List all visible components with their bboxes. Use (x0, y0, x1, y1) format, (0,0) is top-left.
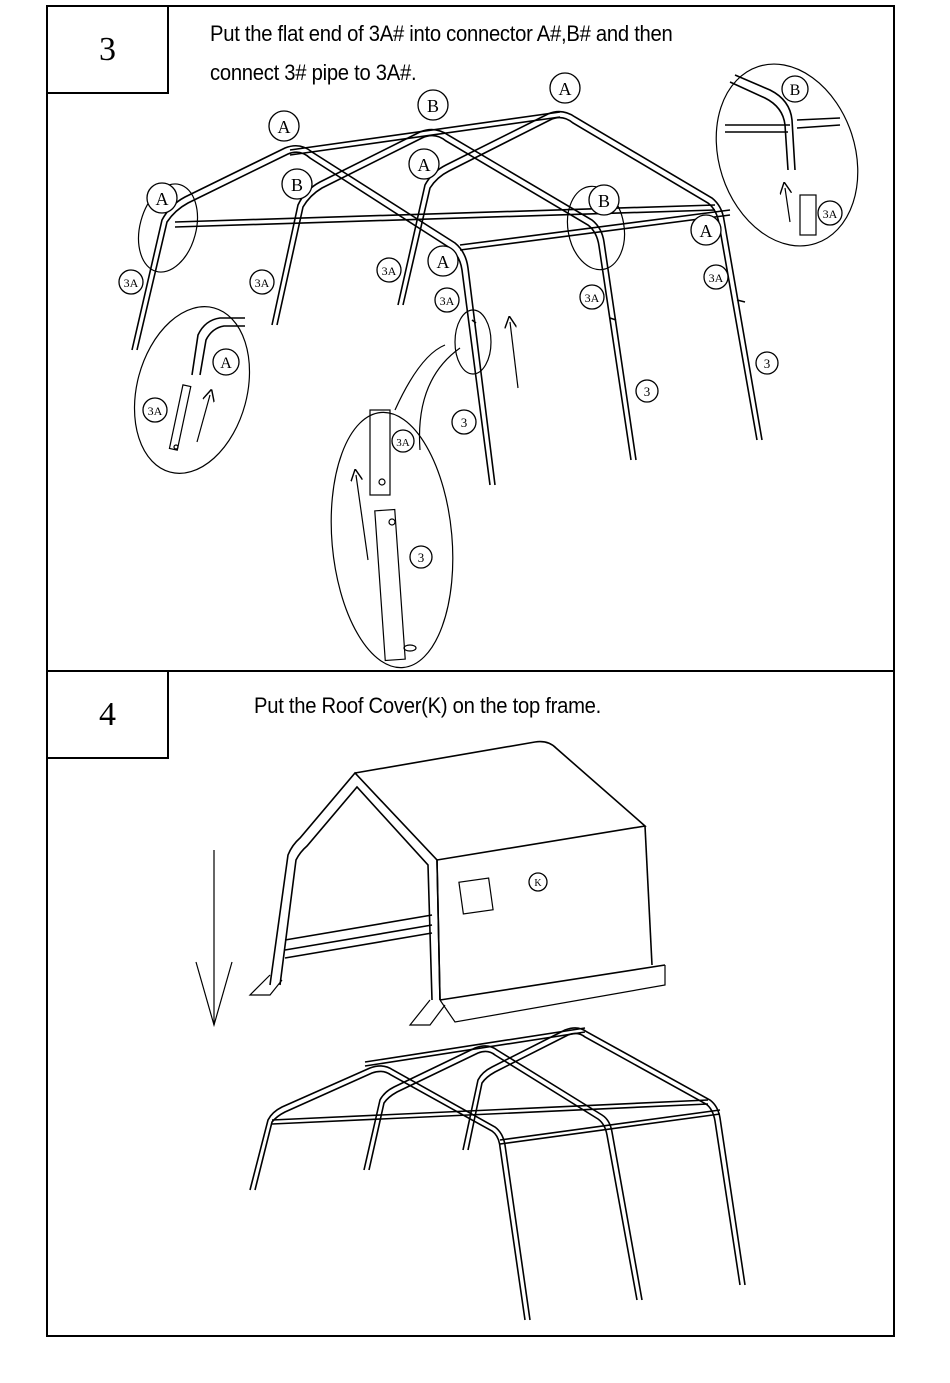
svg-text:3A: 3A (147, 404, 163, 418)
label-3a-icon (818, 201, 842, 225)
label-a-icon (213, 349, 239, 375)
label-3-icon (410, 546, 432, 568)
svg-text:A: A (277, 117, 291, 137)
label-3a-icon (704, 265, 728, 289)
label-3-icon (636, 380, 658, 402)
svg-text:A: A (558, 79, 572, 99)
label-b-icon (589, 185, 619, 215)
label-a-icon (428, 246, 458, 276)
step-3-instruction-line-2: connect 3# pipe to 3A#. (210, 60, 417, 85)
svg-text:B: B (426, 96, 440, 116)
step-3-number: 3 (46, 5, 169, 94)
svg-text:3A: 3A (396, 437, 410, 449)
label-3a-icon (119, 270, 143, 294)
svg-text:B: B (789, 82, 801, 99)
label-3-icon (452, 410, 476, 434)
svg-text:B: B (597, 191, 611, 211)
label-b-icon (782, 76, 808, 102)
label-3-icon (756, 352, 778, 374)
svg-text:3: 3 (763, 356, 771, 371)
label-3a-icon (435, 288, 459, 312)
svg-text:B: B (290, 175, 304, 195)
svg-text:A: A (155, 189, 169, 209)
label-a-icon (269, 111, 299, 141)
svg-text:3: 3 (417, 550, 425, 565)
svg-text:3A: 3A (584, 291, 600, 305)
svg-text:3A: 3A (123, 276, 139, 290)
label-a-icon (550, 73, 580, 103)
svg-text:3: 3 (460, 415, 468, 430)
label-3a-icon (250, 270, 274, 294)
svg-text:K: K (534, 878, 542, 889)
step-3-instruction-line-1: Put the flat end of 3A# into connector A#,B# and then (210, 21, 673, 46)
step-4-instruction: Put the Roof Cover(K) on the top frame. (254, 693, 601, 718)
label-b-icon (282, 169, 312, 199)
svg-text:3A: 3A (254, 276, 270, 290)
label-a-icon (147, 183, 177, 213)
svg-text:A: A (417, 155, 431, 175)
label-a-icon (691, 215, 721, 245)
label-a-icon (409, 149, 439, 179)
svg-text:A: A (699, 221, 713, 241)
svg-text:3A: 3A (822, 207, 838, 221)
svg-text:3A: 3A (439, 294, 455, 308)
label-k-icon (529, 873, 547, 891)
step-4-number: 4 (46, 670, 169, 759)
step-4-roof-cover-drawing (196, 742, 745, 1320)
svg-text:A: A (436, 252, 450, 272)
svg-text:A: A (220, 355, 232, 372)
label-3a-icon (143, 398, 167, 422)
svg-text:3A: 3A (381, 264, 397, 278)
label-b-icon (418, 90, 448, 120)
svg-text:3: 3 (643, 384, 651, 399)
label-3a-icon (580, 285, 604, 309)
label-3a-icon (392, 430, 414, 452)
svg-text:3A: 3A (708, 271, 724, 285)
label-3a-icon (377, 258, 401, 282)
